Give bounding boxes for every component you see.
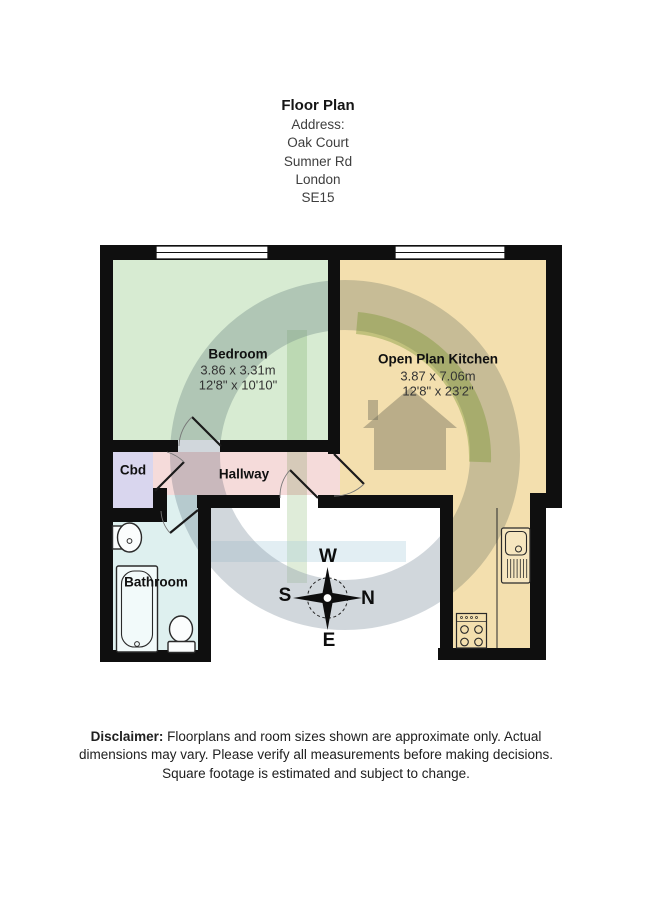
bedroom-window	[156, 246, 268, 259]
wall-bedroom-bottom-left	[100, 440, 178, 452]
address-line-4: SE15	[301, 190, 335, 206]
room-dims-bedroom-imperial: 12'8" x 10'10"	[198, 377, 278, 393]
cupboard-floor	[113, 452, 153, 508]
compass-letter-left: S	[278, 585, 292, 606]
wall-bedroom-bottom-right	[220, 440, 340, 452]
kitchen-window	[395, 246, 505, 259]
sink-drainer-lines	[508, 559, 527, 578]
disclaimer-text-1: Floorplans and room sizes shown are approximate only. Actual	[167, 729, 542, 744]
disclaimer-line-1	[0, 728, 647, 746]
room-label-hallway: Hallway	[218, 466, 270, 482]
page-title: Floor Plan	[281, 97, 355, 114]
disclaimer-label: Disclaimer:	[90, 729, 164, 744]
compass-letter-bottom: E	[322, 630, 336, 651]
kitchen-sink-unit	[502, 528, 531, 583]
disclaimer-line-2: dimensions may vary. Please verify all measurements before making decisions.	[79, 747, 553, 763]
cooker-hob	[457, 614, 487, 649]
plan-header	[0, 96, 649, 207]
wall-left	[100, 245, 113, 662]
address-line-2: Sumner Rd	[283, 153, 353, 169]
room-label-cupboard: Cbd	[119, 462, 147, 478]
wall-bathroom-right	[198, 495, 211, 660]
wall-bedroom-kitchen-divider	[328, 245, 340, 454]
disclaimer	[0, 728, 647, 783]
address-line-1: Oak Court	[287, 135, 349, 151]
disclaimer-line-3: Square footage is estimated and subject to change.	[162, 765, 470, 781]
wall-cupboard-stub	[153, 488, 167, 522]
room-label-bathroom: Bathroom	[124, 574, 188, 590]
room-label-kitchen: Open Plan Kitchen	[377, 351, 499, 367]
wall-right-lower	[530, 508, 546, 660]
room-label-bedroom: Bedroom	[208, 346, 268, 362]
wall-right-upper	[546, 245, 562, 500]
wall-right-step	[530, 493, 562, 508]
toilet-cistern	[168, 642, 195, 653]
room-dims-bedroom-metric: 3.86 x 3.31m	[200, 362, 276, 377]
toilet-bowl	[170, 616, 193, 642]
address-label: Address:	[291, 117, 345, 132]
wash-basin	[118, 523, 142, 552]
compass-letter-right: N	[361, 588, 375, 609]
compass-hub	[323, 594, 332, 603]
wall-cupboard-bottom	[100, 508, 158, 522]
compass-letter-top: W	[319, 546, 337, 567]
wall-hallway-bottom-right	[318, 495, 453, 508]
room-dims-kitchen-metric: 3.87 x 7.06m	[400, 368, 476, 383]
wall-kitchen-bottom	[438, 648, 546, 660]
room-dims-kitchen-imperial: 12'8" x 23'2"	[402, 383, 474, 399]
wall-kitchen-left-lower	[440, 495, 453, 660]
address-line-3: London	[295, 171, 341, 187]
